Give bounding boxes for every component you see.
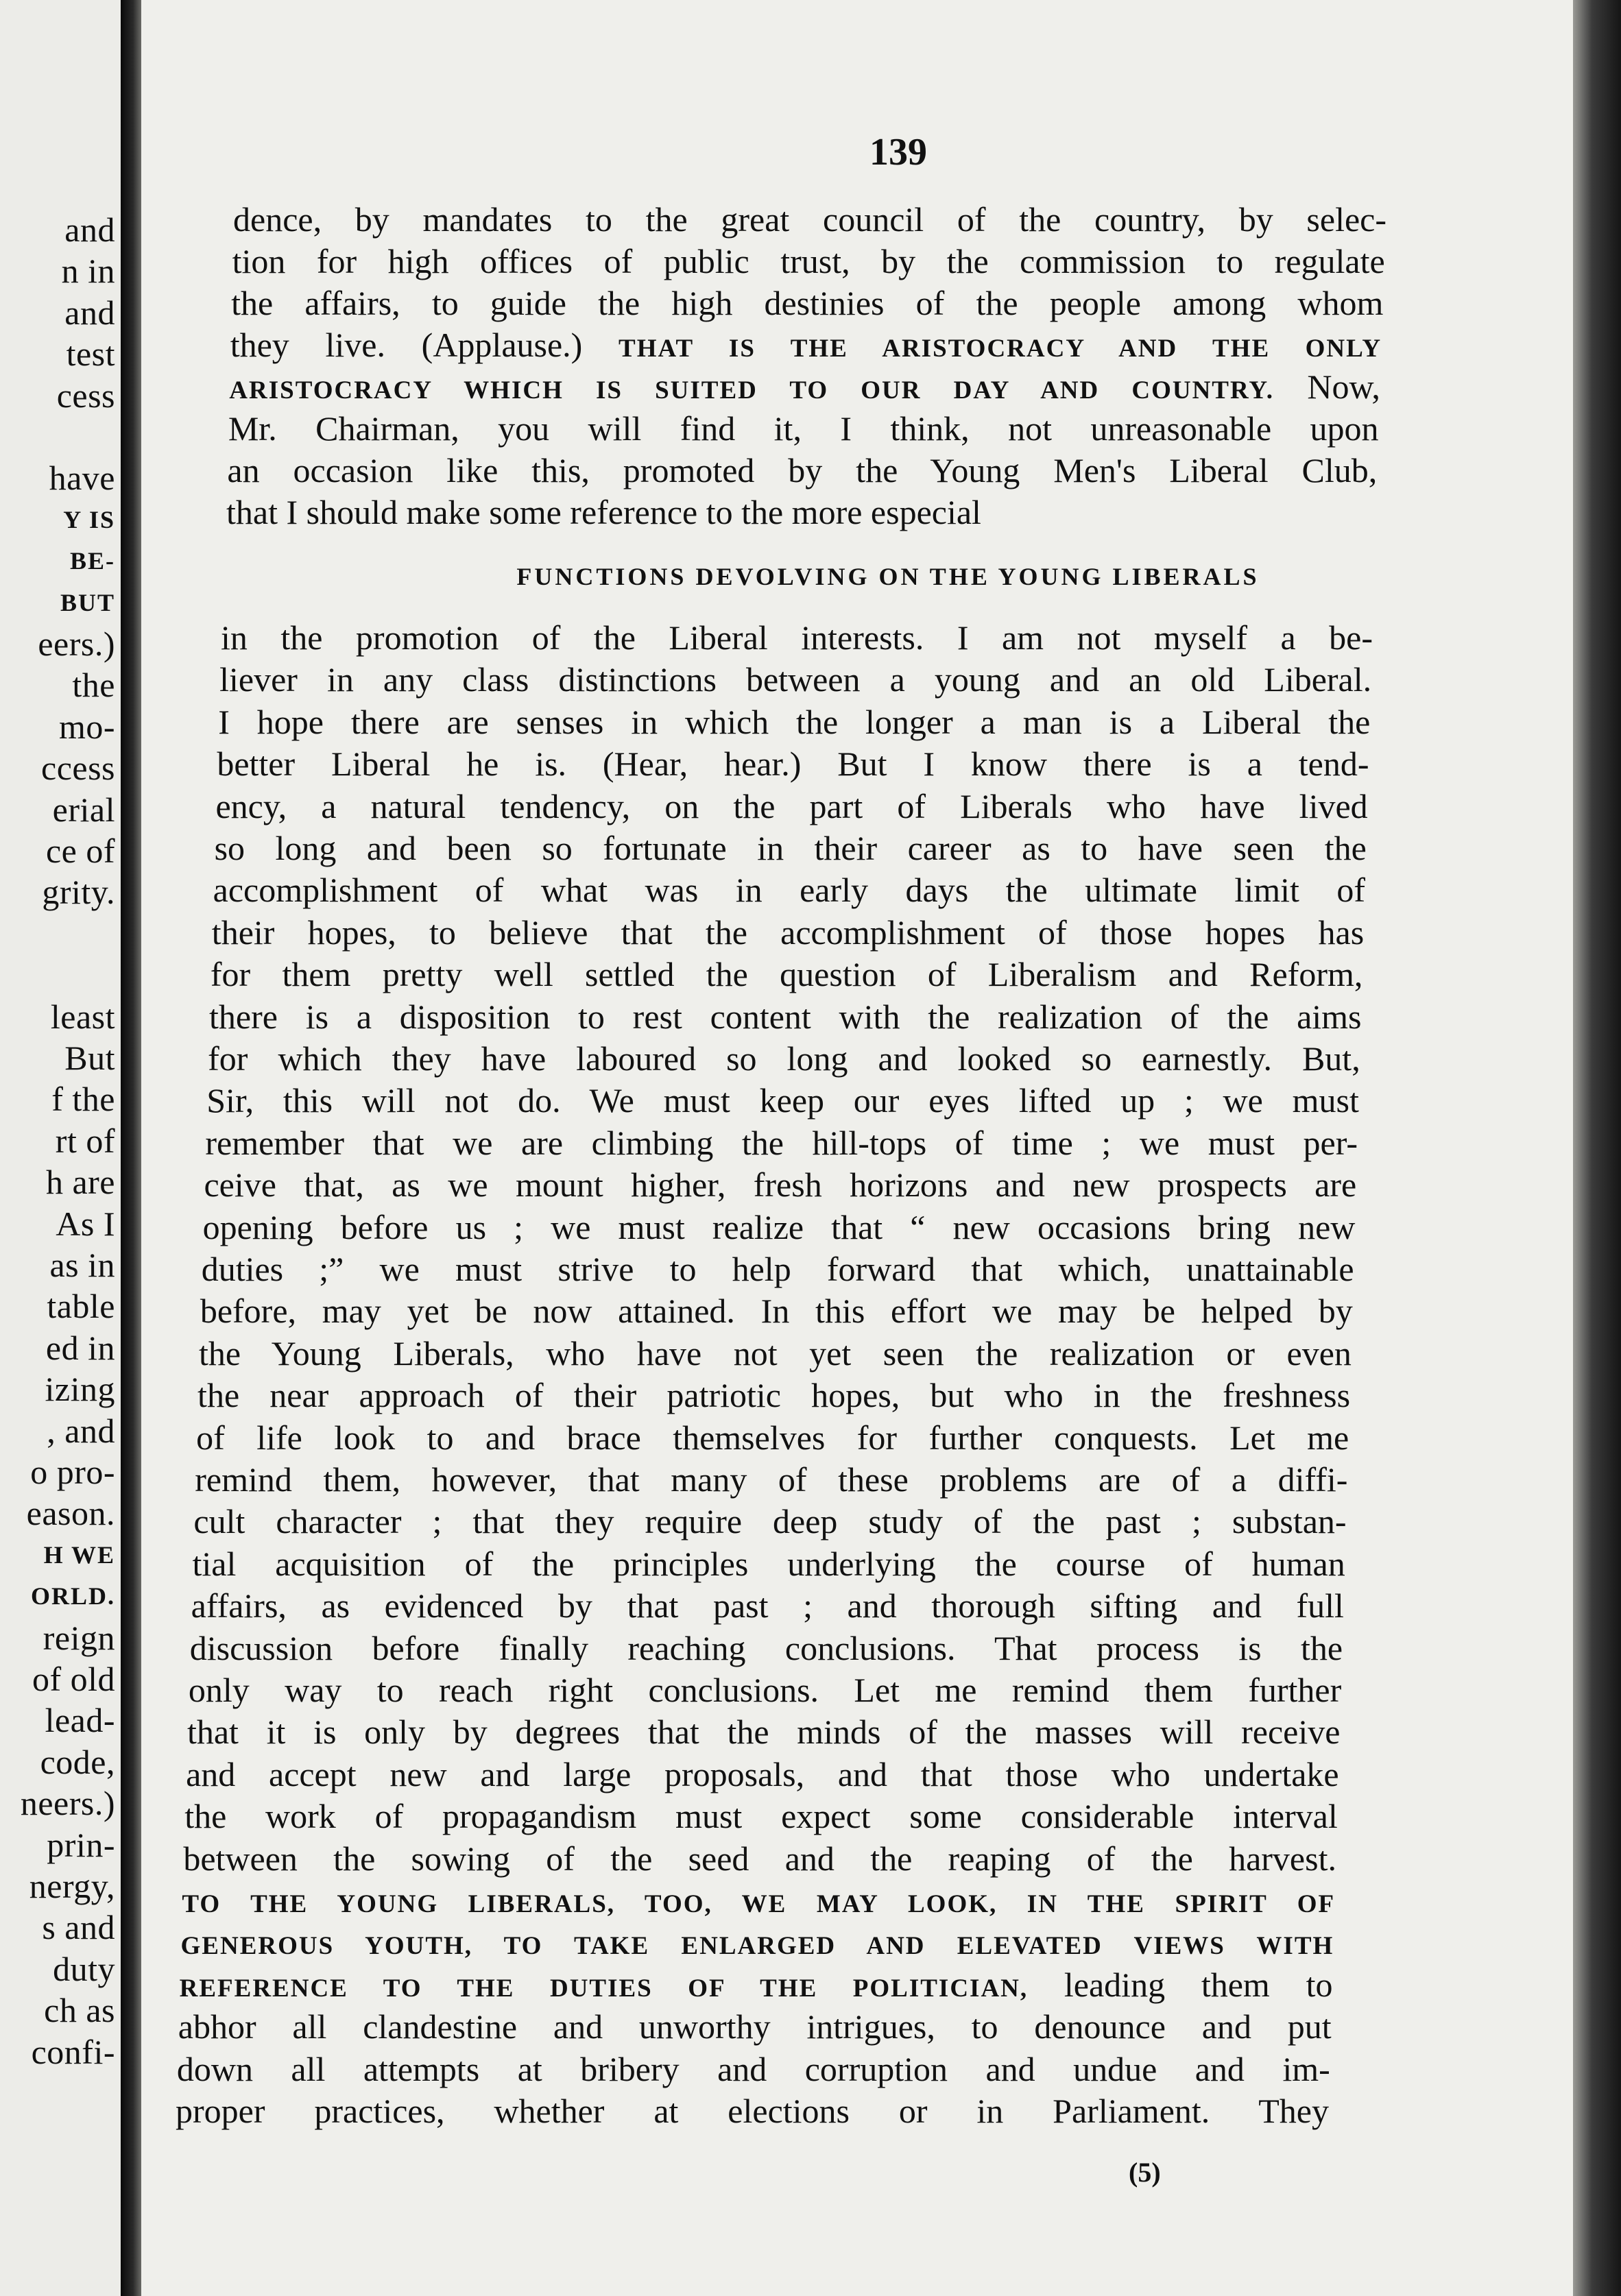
line-text: opening before us ; we must realize that “ new occasions bring new [202,1207,1356,1246]
text-line [204,1164,1356,1205]
left-page-line: H WE [43,1540,115,1569]
left-page-line: n in [61,252,115,291]
left-page-line: reign [43,1618,115,1657]
left-page-line: ce of [45,832,115,870]
line-text: that it is only by degrees that the minds of the masses will receive [187,1713,1341,1752]
text-line [233,199,1386,240]
text-line [176,2090,1329,2131]
line-text: cult character ; that they require deep study of the past ; substan- [193,1502,1347,1541]
text-line [228,408,1379,449]
text-line [186,1754,1339,1795]
line-text: tion for high offices of public trust, by the commission to regulate [232,242,1385,280]
text-line [227,450,1377,491]
text-line [229,366,1380,407]
page-edge [1573,0,1621,2296]
left-page-line: erial [52,790,115,829]
small-caps-text: TO THE YOUNG LIBERALS, TOO, WE MAY LOOK, IN THE SPIRIT OF [182,1890,1336,1918]
line-text: ceive that, as we mount higher, fresh horizons and new prospects are [204,1165,1357,1205]
text-line [177,2049,1330,2090]
line-text: there is a disposition to rest content with the realization of the aims [209,997,1362,1036]
line-tail-text: leading them to [1028,1965,1333,2004]
left-page-line: izing [45,1370,115,1409]
left-page-line: least [50,997,115,1036]
left-page-line: As I [56,1204,115,1243]
line-text: accomplishment of what was in early days the ultimate limit of [213,871,1365,910]
text-line [180,1964,1333,2005]
line-text: remind them, however, that many of these problems are of a diffi- [195,1460,1348,1499]
line-text: ency, a natural tendency, on the part of Liberals who have lived [215,786,1368,825]
left-page-line: cess [56,376,115,415]
left-page-line: BUT [60,588,115,616]
text-line [199,1333,1352,1374]
line-text: liever in any class distinctions between a young and an old Liberal. [219,660,1372,699]
text-line [195,1459,1347,1500]
small-caps-text: ARISTOCRACY WHICH IS SUITED TO OUR DAY AND COUNTRY. [229,376,1274,404]
line-text: down all attempts at bribery and corruption and undue and im- [176,2049,1330,2088]
section-heading: FUNCTIONS DEVOLVING ON THE YOUNG LIBERALS [516,563,1260,590]
line-text: the work of propagandism must expect some considerable interval [184,1797,1338,1836]
left-page-line: nergy, [29,1867,115,1905]
left-page-line: ed in [45,1328,115,1367]
text-line [215,786,1367,827]
left-page-line: test [66,335,115,374]
line-text: affairs, as evidenced by that past ; and thorough sifting and full [191,1586,1344,1626]
text-line [206,1080,1359,1121]
line-text: the Young Liberals, who have not yet seen the realization or even [198,1333,1352,1373]
line-text: dence, by mandates to the great council of the country, by selec- [233,200,1386,239]
line-text: that I should make some reference to the more especial [226,493,981,531]
left-page-line: eason. [26,1494,115,1533]
left-page-line: h are [45,1163,115,1202]
left-page-line: of old [32,1660,115,1698]
line-text: of life look to and brace themselves for further conquests. Let me [196,1418,1349,1457]
left-page-line: mo- [58,707,115,746]
line-text: and accept new and large proposals, and that those who undertake [186,1754,1339,1793]
left-page-line: prin- [47,1825,115,1864]
line-text: in the promotion of the Liberal interests. I am not myself a be- [221,618,1373,657]
left-page-line: lead- [45,1701,115,1740]
line-text: remember that we are climbing the hill-tops of time ; we must per- [205,1123,1358,1162]
text-line [215,827,1367,869]
text-line [221,617,1373,658]
left-page-line: neers.) [20,1784,115,1823]
line-text: Sir, this will not do. We must keep our eyes lifted up ; we must [206,1081,1359,1120]
text-line [203,1207,1356,1248]
left-page-line: , and [47,1411,115,1450]
text-line [232,241,1385,282]
left-page-line: ch as [44,1991,115,2030]
line-text: their hopes, to believe that the accomplishment of those hopes has [211,913,1365,952]
line-text: duties ;” we must strive to help forward that which, unattainable [201,1250,1354,1288]
text-line [217,743,1369,784]
text-line [208,1038,1360,1079]
line-text: better Liberal he is. (Hear, hear.) But I know there is a tend- [217,745,1369,784]
page-number: 139 [869,131,927,173]
text-line [196,1417,1349,1458]
small-caps-text: REFERENCE TO THE DUTIES OF THE POLITICIAN, [179,1974,1029,2003]
left-page-line: grity. [42,873,115,912]
text-line [189,1669,1341,1711]
left-page-line: rt of [55,1121,115,1160]
text-line [193,1543,1345,1584]
line-text: for which they have laboured so long and looked so earnestly. But, [208,1039,1360,1078]
text-line [197,1375,1350,1416]
line-text: proper practices, whether at elections or in Parliament. They [176,2092,1329,2130]
line-text: between the sowing of the seed and the reaping of the harvest. [183,1839,1336,1878]
text-line [182,1880,1335,1921]
text-line [202,1248,1354,1290]
text-line [193,1501,1346,1542]
text-line [231,282,1383,324]
text-line [205,1122,1358,1163]
text-line [200,1290,1353,1331]
line-text: discussion before finally reaching conclusions. That process is the [189,1628,1343,1667]
left-page-fragment [0,0,121,2296]
line-text: I hope there are senses in which the longer a man is a Liberal the [218,702,1371,741]
text-line [219,659,1371,700]
left-page-line: duty [53,1949,115,1988]
left-page-line: have [49,459,115,498]
line-text: an occasion like this, promoted by the Young Men's Liberal Club, [227,451,1378,490]
left-page-line: Y IS [63,505,115,533]
left-page-line: code, [40,1742,115,1781]
text-line [190,1628,1343,1669]
line-text: the affairs, to guide the high destinies of the people among whom [231,284,1384,322]
left-page-line: ccess [41,749,115,788]
text-line [187,1711,1340,1752]
book-page [141,0,1573,2296]
line-text: only way to reach right conclusions. Let me remind them further [188,1671,1342,1709]
line-tail-text: Now, [1273,367,1380,406]
left-page-line: the [72,666,115,705]
line-text: Mr. Chairman, you will find it, I think, not unreasonable upon [228,409,1379,448]
left-page-line: o pro- [30,1453,115,1491]
text-line [209,996,1362,1037]
text-line [181,1922,1334,1963]
line-text: so long and been so fortunate in their career as to have seen the [214,829,1367,867]
text-line [184,1796,1338,1837]
line-text: abhor all clandestine and unworthy intrigues, to denounce and put [178,2007,1332,2046]
book-gutter [121,0,141,2296]
left-page-line: and [64,210,115,249]
text-line [211,954,1362,995]
text-line [226,492,981,533]
line-text: before, may yet be now attained. In this effort we may be helped by [200,1292,1353,1331]
small-caps-text: GENEROUS YOUTH, TO TAKE ENLARGED AND ELEVATED VIEWS WITH [180,1932,1334,1961]
left-page-line: BE- [69,547,115,575]
text-line [218,701,1370,742]
signature-mark: (5) [1129,2157,1161,2188]
left-page-line: ORLD. [30,1582,115,1610]
left-page-line: f the [51,1080,115,1119]
left-page-line: and [64,293,115,332]
left-page-line: s and [42,1908,115,1947]
left-page-line: confi- [31,2032,115,2071]
left-page-line: But [64,1039,115,1077]
line-text: they live. (Applause.) [230,326,619,364]
text-line [191,1585,1344,1626]
left-page-line: as in [49,1246,115,1284]
text-line [213,869,1365,910]
text-line [178,2006,1332,2047]
line-text: for them pretty well settled the question of Liberalism and Reform, [210,955,1363,994]
line-text: tial acquisition of the principles underlying the course of human [192,1544,1345,1583]
left-page-line: table [47,1287,115,1326]
small-caps-text: THAT IS THE ARISTOCRACY AND THE ONLY [619,335,1382,363]
text-line [183,1838,1336,1879]
text-line [230,324,1382,365]
line-text: the near approach of their patriotic hopes, but who in the freshness [197,1376,1351,1415]
left-page-line: eers.) [38,625,115,663]
text-line [212,912,1364,953]
